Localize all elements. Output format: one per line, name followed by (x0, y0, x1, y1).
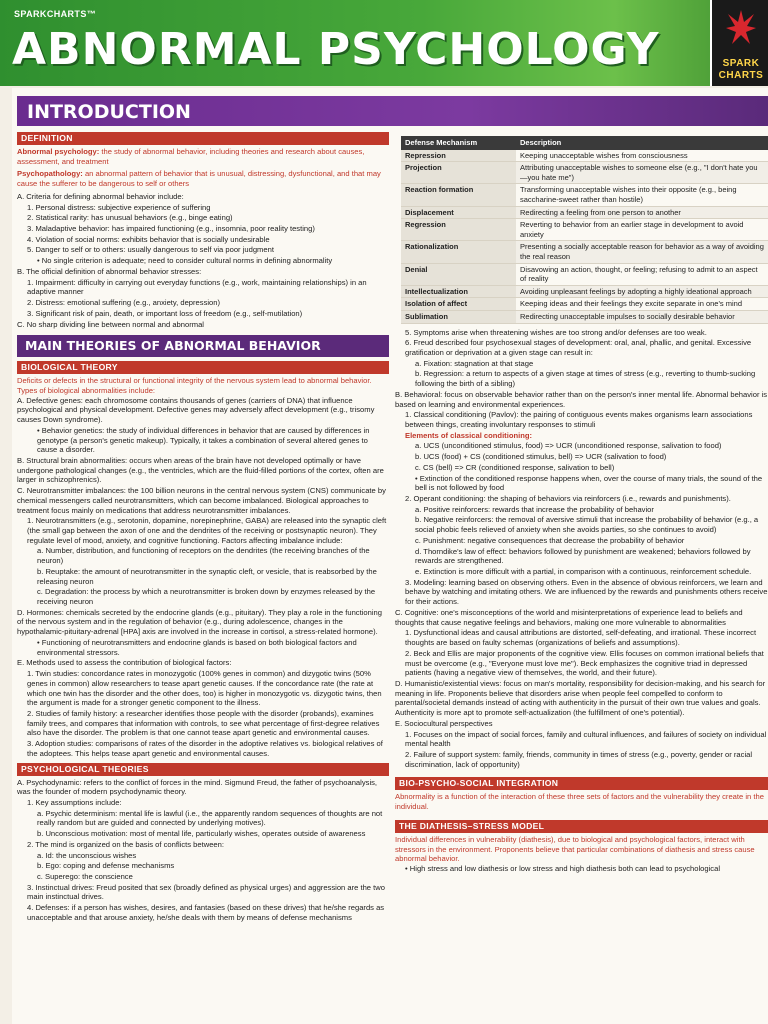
bio-line: C. Neurotransmitter imbalances: the 100 billion neurons in the central nervous system (CNS) communicate by chemical messengers called neurotransmitters, which can become imbalanced. Biological approaches to treatment focus mainly on medications that address neurotransmitter imbalances. (17, 486, 386, 515)
logo-word-charts: CHARTS (718, 70, 764, 81)
right-column (395, 130, 768, 874)
mechanism-cell: Intellectualization (401, 285, 516, 298)
header-banner (0, 0, 768, 86)
right-line: • Extinction of the conditioned response happens when, over the course of many trials, the sound of the bell is not followed by food (415, 473, 763, 493)
right-line: 2. Operant conditioning: the shaping of behaviors via reinforcers (i.e., rewards and punishments). (405, 494, 731, 503)
right-line: 5. Symptoms arise when threatening wishes are too strong and/or defenses are too weak. (405, 327, 707, 337)
right-line: d. Thorndike's law of effect: behaviors followed by punishment are weakened; behaviors followed by rewards are strengthened. (415, 546, 751, 566)
bio-line: 1. Neurotransmitters (e.g., serotonin, dopamine, norepinephrine, GABA) are released into the synaptic cleft (the small gap between the axon of one and the dendrites of the receiving or postsynaptic neuron). They regulate level of mood, anxiety, and cognitive functioning. Factors affecting imbalance include: (27, 516, 387, 545)
left-column (17, 130, 389, 924)
mechanism-cell: Reaction formation (401, 184, 516, 206)
psych-line: 2. The mind is organized on the basis of conflicts between: (27, 839, 224, 849)
mechanism-cell: Displacement (401, 206, 516, 219)
diathesis-bullet: • High stress and low diathesis or low stress and high diathesis both can lead to psychological (405, 864, 721, 873)
intro-line: 4. Violation of social norms: exhibits behavior that is socially undesirable (27, 234, 270, 244)
description-cell: Attributing unacceptable wishes to someone else (e.g., "I don't hate you—you hate me") (516, 162, 768, 184)
right-line: b. UCS (food) + CS (conditioned stimulus, bell) => UCR (salivation to food) (415, 452, 667, 462)
def2-term: Psychopathology: (17, 169, 83, 179)
right-line: b. Regression: a return to aspects of a given stage at times of stress (e.g., reverting to thumb-sucking following the birth of a sibling) (415, 369, 756, 389)
bio-line: a. Number, distribution, and functioning of receptors on the dendrites (the receiving branches of the neuron) (37, 546, 370, 566)
description-cell: Reverting to behavior from an earlier stage in development to avoid anxiety (516, 219, 768, 241)
brand-small: SPARKCHARTS™ (14, 9, 97, 19)
mechanism-cell: Isolation of affect (401, 298, 516, 311)
intro-criteria (17, 192, 389, 329)
right-line: 1. Focuses on the impact of social forces, family and cultural influences, and failures of society on individual mental health (405, 729, 767, 749)
diathesis-subhead: THE DIATHESIS–STRESS MODEL (395, 820, 768, 833)
right-line: 3. Modeling: learning based on observing others. Even in the absence of obvious reinforcers, we learn and behave by watching and imitating others. We are influenced by the rewards and punishments others receive for their actions. (405, 577, 768, 607)
intro-line: A. Criteria for defining abnormal behavior include: (17, 191, 184, 201)
psych-line: b. Ego: coping and defense mechanisms (37, 861, 175, 871)
bio-line: E. Methods used to assess the contribution of biological factors: (17, 658, 232, 668)
definitions (17, 147, 389, 189)
psych-line: 3. Instinctual drives: Freud posited that sex (broadly defined as physical urges) and aggression are the two main instinctual drives. (27, 882, 385, 902)
right-line: 1. Dysfunctional ideas and causal attributions are distorted, self-defeating, and irrational. These incorrect thoughts are based on faulty schemas (organizations of beliefs and assumptions). (405, 628, 757, 648)
defense-mechanism-table (401, 136, 768, 324)
bio-line: • Behavior genetics: the study of individual differences in behavior that are caused by differences in genotype (a person's genetic makeup). Typically, it takes a combination of several altered genes to cause a disorder. (37, 425, 370, 455)
right-line: a. UCS (unconditioned stimulus, food) => UCR (unconditioned response, salivation to food) (415, 441, 722, 451)
table-row (401, 263, 768, 285)
table-row (401, 241, 768, 263)
def1-text: the study of abnormal behavior, including theories and research about causes, assessment, and treatment (17, 147, 365, 166)
mechanism-cell: Regression (401, 219, 516, 241)
intro-line: B. The official definition of abnormal behavior stresses: (17, 266, 202, 276)
right-line: c. CS (bell) => CR (conditioned response, salivation to bell) (415, 462, 615, 472)
right-line: c. Punishment: negative consequences that decrease the probability of behavior (415, 535, 685, 545)
mechanism-cell: Repression (401, 150, 516, 162)
right-line: B. Behavioral: focus on observable behavior rather than on the person's inner mental life. Abnormal behavior is based on learning and environmental experiences. (395, 389, 768, 409)
description-cell: Presenting a socially acceptable reason for behavior as a way of avoiding the real reason (516, 241, 768, 263)
intro-line: • No single criterion is adequate; need to consider cultural norms in defining abnormality (37, 256, 333, 266)
logo-word-spark: SPARK (722, 58, 760, 69)
table-row (401, 310, 768, 323)
table-row (401, 285, 768, 298)
right-line: e. Extinction is more difficult with a partial, in comparison with a continuous, reinforcement schedule. (415, 567, 752, 577)
bio-line: 1. Twin studies: concordance rates in monozygotic (100% genes in common) and dizygotic twins (50% genes in common) allow researchers to tease apart genetic causes. If the concordance rate (the rate at which one twin has the disorder and the other does, too) is higher in monozygotic vs. dizygotic twins, then the argument is made for a stronger genetic component to the illness. (27, 669, 382, 708)
description-cell: Transforming unacceptable wishes into their opposite (e.g., being saccharine-sweet rather than hostile) (516, 184, 768, 206)
bio-theory-subhead: BIOLOGICAL THEORY (17, 361, 389, 374)
table-header-mechanism: Defense Mechanism (401, 136, 516, 150)
psych-line: b. Unconscious motivation: most of mental life, particularly wishes, operates outside of awareness (37, 829, 366, 839)
right-line: Elements of classical conditioning: (405, 430, 533, 440)
table-row (401, 298, 768, 311)
table-row (401, 206, 768, 219)
bio-line: A. Defective genes: each chromosome contains thousands of genes (carriers of DNA) that influence psychological and physical development. Defective genes may adversely affect development (e.g., trisomy causes Down syndrome). (17, 395, 375, 425)
introduction-header (17, 96, 768, 126)
bio-theory-intro: Deficits or defects in the structural or functional integrity of the nervous system lead to abnormal behavior. Types of biological abnormalities include: (17, 376, 372, 395)
page-title: ABNORMAL PSYCHOLOGY (12, 24, 660, 75)
intro-line: 3. Maladaptive behavior: has impaired functioning (e.g., insomnia, poor reality testing) (27, 224, 315, 234)
psych-line: A. Psychodynamic: refers to the conflict of forces in the mind. Sigmund Freud, the father of psychoanalysis, was the founder of modern psychodynamic theory. (17, 777, 378, 797)
def1-term: Abnormal psychology: (17, 147, 100, 156)
bps-text: Abnormality is a function of the interaction of these three sets of factors and the vulnerability they create in the individual. (395, 792, 764, 812)
chart-page (12, 88, 768, 1024)
intro-line: C. No sharp dividing line between normal and abnormal (17, 319, 204, 329)
psych-line: c. Superego: the conscience (37, 872, 133, 881)
psych-theories-subhead: PSYCHOLOGICAL THEORIES (17, 763, 389, 776)
intro-line: 1. Impairment: difficulty in carrying out everyday functions (e.g., work, maintaining relationships) in an adaptive manner (27, 277, 367, 297)
table-row (401, 219, 768, 241)
psych-theories-list (17, 778, 389, 923)
intro-line: 2. Statistical rarity: has unusual behaviors (e.g., binge eating) (27, 213, 233, 223)
table-header-description: Description (516, 136, 768, 150)
bio-line: b. Reuptake: the amount of neurotransmitter in the synaptic cleft, or vesicle, that is reabsorbed by the releasing neuron (37, 566, 377, 586)
right-line: 2. Beck and Ellis are major proponents of the cognitive view. Ellis focuses on common irrational beliefs that must be overcome (e.g., "Everyone must love me"). Beck emphasizes the cognitive triad in depressed patients (having a negative view of themselves, the world, and their future). (405, 648, 764, 678)
description-cell: Redirecting a feeling from one person to another (516, 206, 768, 219)
bio-line: B. Structural brain abnormalities: occurs when areas of the brain have not developed optimally or have undergone pathological changes (e.g., the ventricles, which are the fluid-filled portions of the cortex, often are larger in schizophrenics). (17, 455, 384, 485)
intro-line: 3. Significant risk of pain, death, or important loss of freedom (e.g., self-mutilation) (27, 308, 303, 318)
right-line: 1. Classical conditioning (Pavlov): the pairing of contiguous events makes organisms learn associations between things, creating involuntary responses to stimuli (405, 410, 753, 429)
description-cell: Keeping unacceptable wishes from consciousness (516, 150, 768, 162)
intro-line: 5. Danger to self or to others: usually dangerous to self via poor judgment (27, 245, 274, 255)
description-cell: Keeping ideas and their feelings they excite separate in one's mind (516, 298, 768, 311)
def2-text: an abnormal pattern of behavior that is unusual, distressing, dysfunctional, and that may cause the sufferer to be dangerous to self or others (17, 169, 381, 189)
bio-line: 2. Studies of family history: a researcher identifies those people with the disorder (probands), examines family trees, and compares that information with controls, to see what percentage of first-degree relatives also have the disorder. The problem is that one cannot tease apart genetic and environmental causes. (27, 708, 380, 738)
mechanism-cell: Denial (401, 263, 516, 285)
right-line: C. Cognitive: one's misconceptions of the world and misinterpretations of experience lead to beliefs and thoughts that cause negative feelings and behaviors, making one more vulnerable to abnormalities (395, 607, 743, 627)
psych-line: 1. Key assumptions include: (27, 797, 122, 807)
psych-line: 4. Defenses: if a person has wishes, desires, and fantasies (based on these drives) that he/she regards as unacceptable and that arouse anxiety, he/she deals with them by means of defense mechanisms (27, 903, 385, 922)
right-line: a. Positive reinforcers: rewards that increase the probability of behavior (415, 504, 654, 514)
mechanism-cell: Rationalization (401, 241, 516, 263)
bio-line: c. Degradation: the process by which a neurotransmitter is broken down by enzymes released by the receiving neuron (37, 587, 376, 607)
spark-burst-icon (726, 10, 756, 46)
right-line: D. Humanistic/existential views: focus on man's mortality, responsibility for decision-making, and his search for meaning in life. Proponents believe that disorders arise when people feel compelled to conform to parental/societal demands instead of acting with authenticity in the pursuit of their own true values and goals. Authenticity is more apt to promote self-actualization (the fulfillment of one's potential). (395, 678, 766, 718)
description-cell: Disavowing an action, thought, or feeling; refusing to admit to an aspect of reality (516, 263, 768, 285)
bio-line: 3. Adoption studies: comparisons of rates of the disorder in the adoptive relatives vs. biological relatives of the adoptees. This helps tease apart genetic and environmental causes. (27, 739, 383, 758)
right-line: a. Fixation: stagnation at that stage (415, 358, 534, 368)
mechanism-cell: Projection (401, 162, 516, 184)
bio-line: • Functioning of neurotransmitters and endocrine glands is based on both biological factors and environmental stressors. (37, 637, 357, 657)
psych-line: a. Id: the unconscious wishes (37, 850, 137, 860)
intro-line: 1. Personal distress: subjective experience of suffering (27, 202, 211, 212)
bio-line: D. Hormones: chemicals secreted by the endocrine glands (e.g., pituitary). They play a role in the functioning of the nervous system and in the regulation of behavior (e.g., during adolescence, changes in the hypothalamic-pituitary-adrenal [HPA] axis are involved in the increase in cortisol, a stress-related hormone). (17, 607, 382, 637)
theories-heading: MAIN THEORIES OF ABNORMAL BEHAVIOR (17, 335, 389, 357)
table-row (401, 162, 768, 184)
right-line: 6. Freud described four psychosexual stages of development: oral, anal, phallic, and genital. Excessive gratification or deprivation at a given stage can result in: (405, 338, 752, 357)
bps-subhead: BIO-PSYCHO-SOCIAL INTEGRATION (395, 777, 768, 790)
table-row (401, 184, 768, 206)
diathesis-text: Individual differences in vulnerability (diathesis), due to biological and psychological factors, interact with stressors in the environment. Proponents believe that particular combinations of diathesis and stress cause abnormal behavior. (395, 834, 755, 864)
definition-subhead: DEFINITION (17, 132, 389, 145)
introduction-title: INTRODUCTION (27, 101, 191, 123)
description-cell: Avoiding unpleasant feelings by adopting a highly ideational approach (516, 285, 768, 298)
right-line: 2. Failure of support system: family, friends, community in times of stress (e.g., poverty, gender or racial discrimination, lack of opportunity) (405, 749, 753, 769)
right-line: b. Negative reinforcers: the removal of aversive stimuli that increase the probability of behavior (e.g., a social phobic feels relieved of anxiety when she avoids parties, so she continues to avoid) (415, 515, 759, 535)
right-line: E. Sociocultural perspectives (395, 718, 493, 728)
mechanism-cell: Sublimation (401, 310, 516, 323)
bio-theory-list (17, 396, 389, 759)
psychodynamic-behavioral-list (395, 328, 768, 770)
description-cell: Redirecting unacceptable impulses to socially desirable behavior (516, 310, 768, 323)
sparkcharts-logo (710, 0, 768, 86)
intro-line: 2. Distress: emotional suffering (e.g., anxiety, depression) (27, 298, 221, 308)
table-row (401, 150, 768, 162)
psych-line: a. Psychic determinism: mental life is lawful (i.e., the apparently random sequences of thoughts are not really random but are guided and connected by underlying motives). (37, 808, 383, 828)
